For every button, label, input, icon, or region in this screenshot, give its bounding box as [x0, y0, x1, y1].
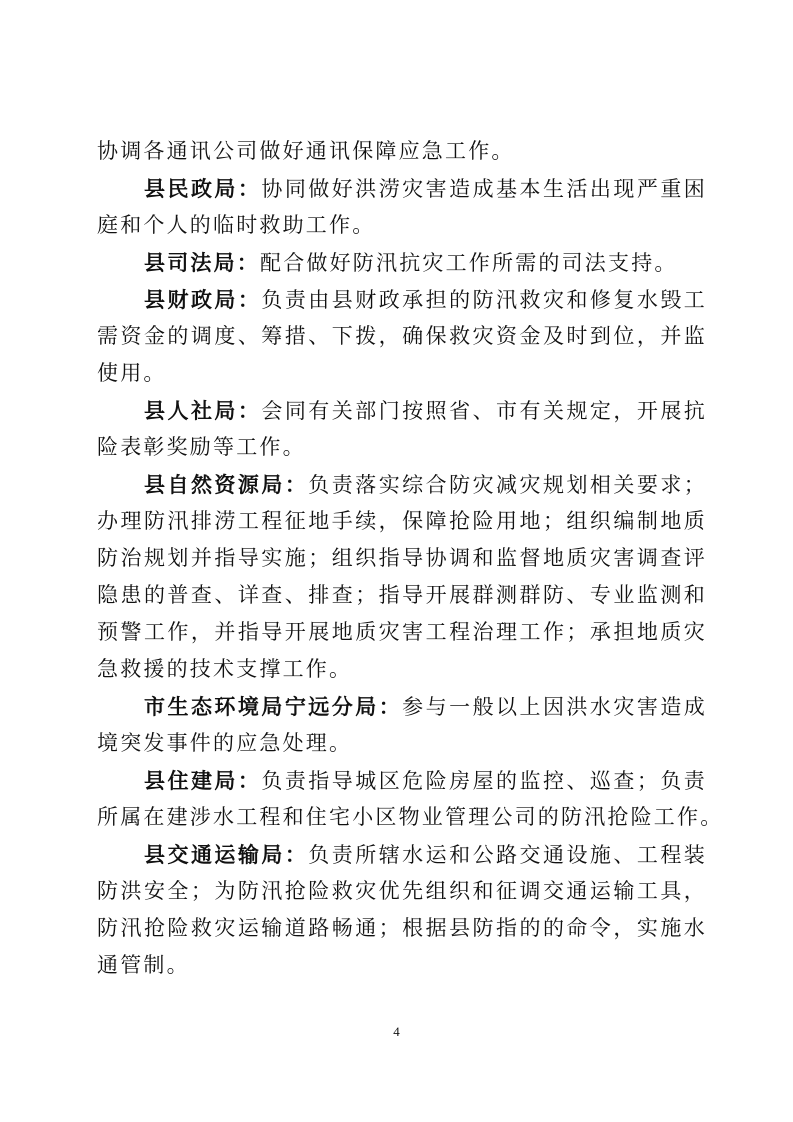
line-text: 参与一般以上因洪水灾害造成 [402, 695, 707, 719]
line-text: 预警工作，并指导开展地质灾害工程治理工作；承担地质灾 [97, 620, 707, 644]
paragraph [97, 466, 707, 688]
department-label: 县住建局： [144, 768, 262, 793]
department-label: 县财政局： [144, 287, 262, 312]
line-text: 协调各通讯公司做好通讯保障应急工作。 [97, 139, 515, 163]
line-text: 负责由县财政承担的防汛救灾和修复水毁工 [261, 288, 707, 312]
paragraph [97, 244, 707, 281]
text-line [97, 392, 707, 429]
line-text: 防治规划并指导实施；组织指导协调和监督地质灾害调查评 [97, 546, 707, 570]
paragraph [97, 392, 707, 466]
paragraph [97, 281, 707, 392]
line-text: 防汛抢险救灾运输道路畅通；根据县防指的的命令，实施水 [97, 916, 707, 940]
line-text: 防洪安全；为防汛抢险救灾优先组织和征调交通运输工具， [97, 879, 707, 903]
text-line [97, 281, 707, 318]
text-line [97, 836, 707, 873]
text-line [97, 725, 707, 762]
text-line [97, 540, 707, 577]
line-text: 负责指导城区危险房屋的监控、巡查；负责 [261, 769, 707, 793]
line-text: 急救援的技术支撑工作。 [97, 657, 353, 681]
line-text: 庭和个人的临时救助工作。 [97, 213, 376, 237]
text-line [97, 688, 707, 725]
text-line [97, 503, 707, 540]
line-text: 需资金的调度、筹措、下拨，确保救灾资金及时到位，并监 [97, 324, 707, 348]
paragraph [97, 762, 724, 836]
paragraph [97, 170, 707, 244]
text-line [97, 355, 707, 392]
text-line [97, 910, 707, 947]
department-label: 县交通运输局： [144, 842, 309, 867]
text-line [97, 873, 707, 910]
paragraph [97, 688, 707, 762]
text-line [97, 614, 707, 651]
text-line [97, 466, 707, 503]
line-text: 使用。 [97, 361, 167, 385]
department-label: 县民政局： [144, 176, 262, 201]
line-text: 通管制。 [97, 953, 190, 977]
text-line [97, 318, 707, 355]
paragraph [97, 836, 707, 984]
text-line [97, 651, 707, 688]
text-line [97, 799, 724, 836]
text-line [97, 947, 707, 984]
department-label: 县司法局： [144, 250, 260, 275]
line-text: 会同有关部门按照省、市有关规定，开展抗 [261, 399, 707, 423]
line-text: 配合做好防汛抗灾工作所需的司法支持。 [260, 251, 678, 275]
text-line [97, 244, 707, 281]
document-body [97, 133, 724, 984]
page-number: 4 [393, 1024, 400, 1039]
paragraph [97, 133, 707, 170]
department-label: 县自然资源局： [144, 472, 309, 497]
line-text: 办理防汛排涝工程征地手续，保障抢险用地；组织编制地质 [97, 509, 707, 533]
line-text: 隐患的普查、详查、排查；指导开展群测群防、专业监测和 [97, 583, 707, 607]
text-line [97, 429, 707, 466]
line-text: 所属在建涉水工程和住宅小区物业管理公司的防汛抢险工作。 [97, 805, 724, 829]
text-line [97, 170, 707, 207]
line-text: 负责所辖水运和公路交通设施、工程装 [308, 843, 707, 867]
text-line [97, 133, 707, 170]
department-label: 市生态环境局宁远分局： [144, 694, 403, 719]
line-text: 境突发事件的应急处理。 [97, 731, 353, 755]
text-line [97, 207, 707, 244]
line-text: 险表彰奖励等工作。 [97, 435, 306, 459]
text-line [97, 762, 707, 799]
department-label: 县人社局： [144, 398, 262, 423]
line-text: 协同做好洪涝灾害造成基本生活出现严重困 [261, 177, 707, 201]
line-text: 负责落实综合防灾减灾规划相关要求； [308, 473, 707, 497]
text-line [97, 577, 707, 614]
